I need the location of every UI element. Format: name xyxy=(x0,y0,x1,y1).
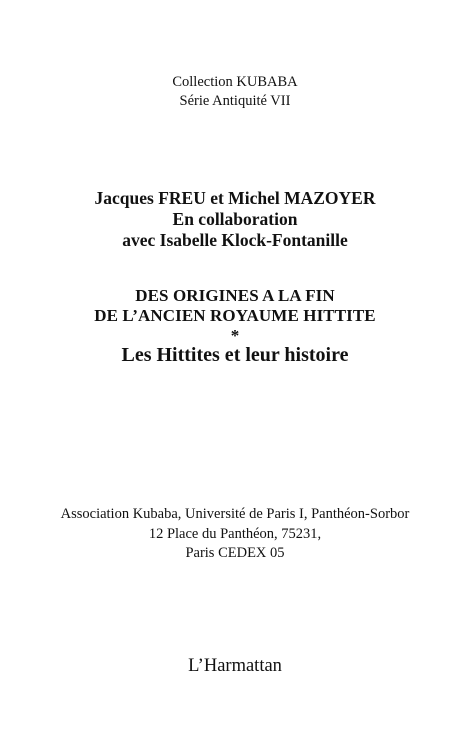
title-separator: * xyxy=(230,326,240,345)
author-names: Jacques FREU et Michel MAZOYER xyxy=(94,188,376,208)
address-line2: 12 Place du Panthéon, 75231, xyxy=(148,526,322,542)
collaboration-label: En collaboration xyxy=(172,209,298,229)
collection-name: Collection KUBABA xyxy=(172,74,298,90)
collaborator-name: avec Isabelle Klock-Fontanille xyxy=(122,230,348,250)
address-line3: Paris CEDEX 05 xyxy=(185,545,285,561)
book-title-line1: DES ORIGINES A LA FIN xyxy=(135,286,335,305)
publisher-name: L’Harmattan xyxy=(188,656,282,676)
address-line1: Association Kubaba, Université de Paris I, Panthéon-Sorbor xyxy=(60,506,410,522)
series-name: Série Antiquité VII xyxy=(179,93,291,109)
book-subtitle: Les Hittites et leur histoire xyxy=(121,344,349,366)
book-title-line2: DE L’ANCIEN ROYAUME HITTITE xyxy=(94,306,376,325)
